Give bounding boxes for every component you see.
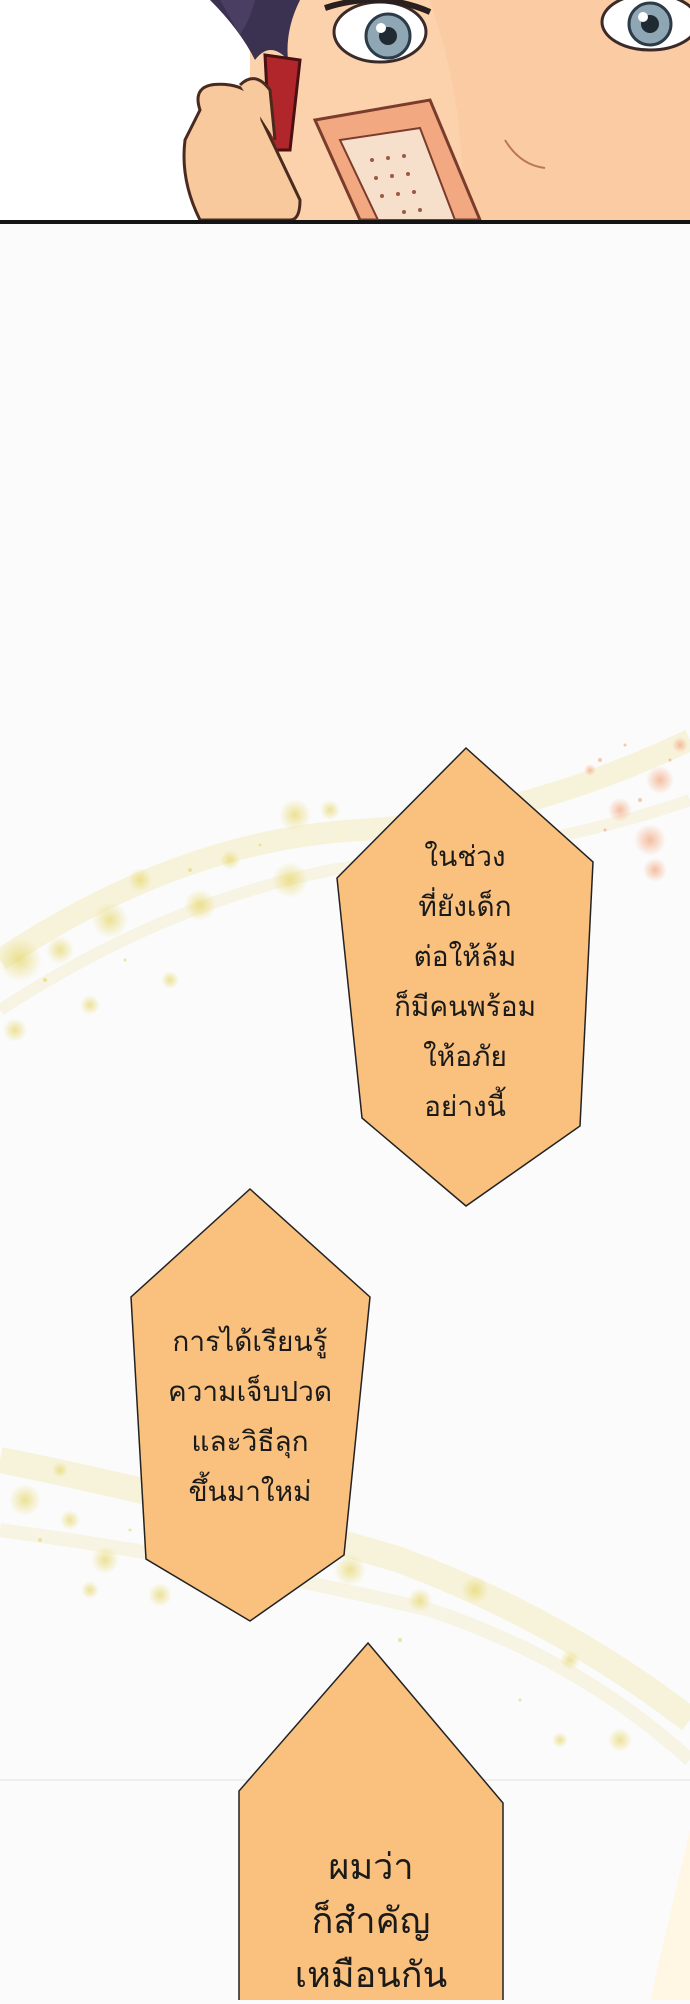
bubble-line: เหมือนกัน bbox=[294, 1955, 448, 1996]
bubble-line: ผมว่า bbox=[328, 1847, 414, 1888]
bubble-line: ขึ้นมาใหม่ bbox=[188, 1475, 312, 1508]
bubble-line: อย่างนี้ bbox=[424, 1090, 506, 1123]
bubble-line: ความเจ็บปวด bbox=[167, 1375, 333, 1408]
speech-bubble-3 bbox=[237, 1641, 505, 2000]
bubble-line: ก็มีคนพร้อม bbox=[393, 990, 537, 1023]
bubble-line: ในช่วง bbox=[424, 840, 506, 873]
character-face-illustration bbox=[0, 0, 690, 220]
manga-panel-face bbox=[0, 0, 690, 220]
bubble-line: ให้อภัย bbox=[423, 1040, 507, 1073]
bubble-line: การได้เรียนรู้ bbox=[172, 1325, 328, 1358]
bubble-text bbox=[128, 1317, 372, 1517]
bubble-line: ที่ยังเด็ก bbox=[418, 890, 512, 923]
bubble-text bbox=[334, 832, 596, 1132]
bubble-text bbox=[237, 1841, 505, 2003]
speech-bubble-1 bbox=[334, 746, 596, 1208]
bubble-line: ก็สำคัญ bbox=[311, 1901, 431, 1942]
speech-bubble-2 bbox=[128, 1187, 372, 1623]
bubble-line: และวิธีลุก bbox=[191, 1425, 309, 1458]
bubble-line: ต่อให้ล้ม bbox=[413, 940, 517, 973]
